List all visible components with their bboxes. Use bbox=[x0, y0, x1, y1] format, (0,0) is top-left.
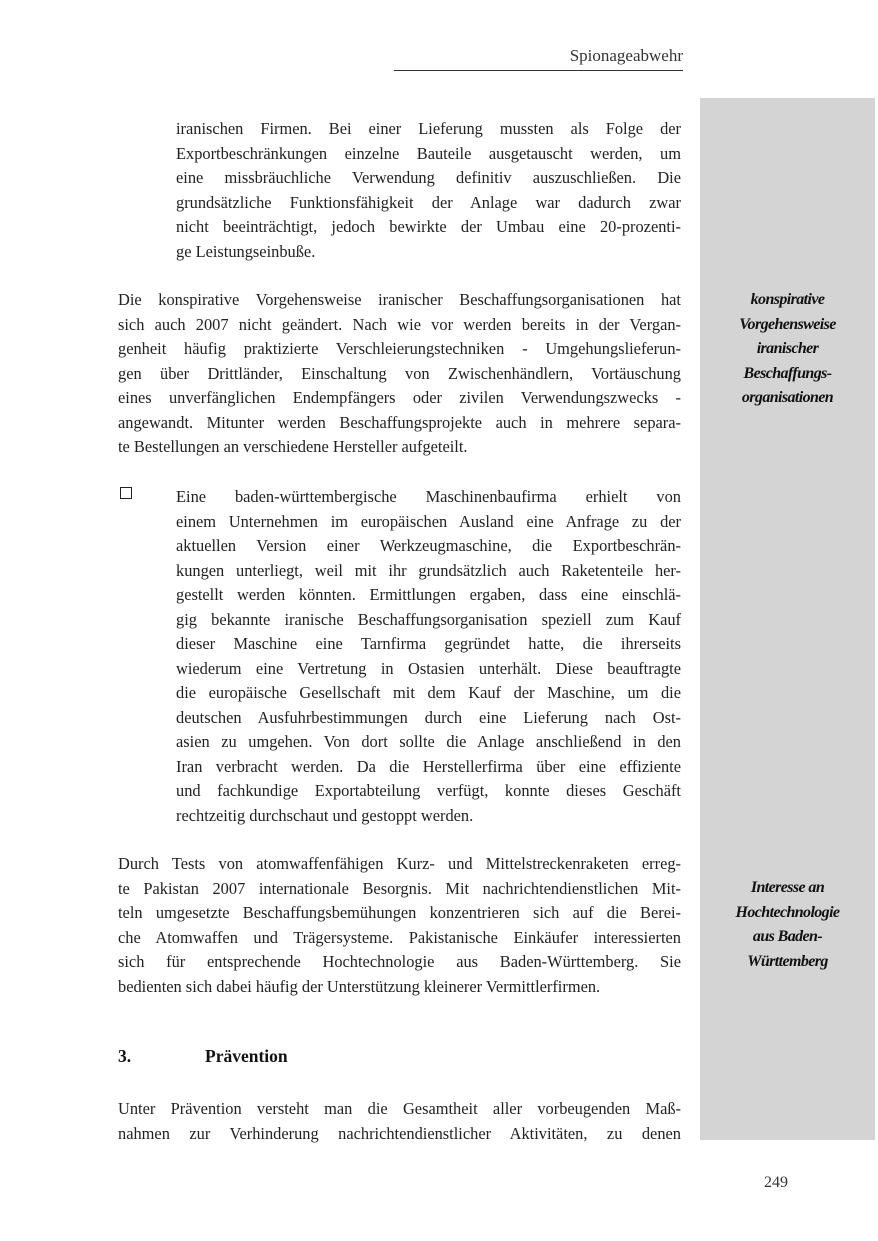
text-line: sich für entsprechende Hochtechnologie aus Baden-Württemberg. Sie bbox=[118, 952, 681, 971]
margin-note-line: Hochtechnologie bbox=[735, 903, 840, 921]
text-line: bedienten sich dabei häufig der Unterstützung kleinerer Vermittlerfirmen. bbox=[118, 976, 601, 996]
text-line: eines unverfänglichen Endempfängers oder zivilen Verwendungszwecks - bbox=[118, 388, 681, 407]
margin-note-iran bbox=[705, 288, 870, 411]
text-line: und fachkundige Exportabteilung verfügt, konnte dieses Geschäft bbox=[176, 781, 681, 800]
margin-note-line: konspirative bbox=[750, 291, 825, 308]
text-line: einem Unternehmen im europäischen Ausland eine Anfrage zu der bbox=[176, 511, 681, 531]
text-line: ge Leistungseinbuße. bbox=[176, 241, 316, 261]
section-number: 3. bbox=[118, 1046, 132, 1066]
text-line: asien zu umgehen. Von dort sollte die Anlage anschließend in den bbox=[176, 732, 681, 751]
margin-note-line: Beschaffungs- bbox=[743, 364, 832, 382]
running-head-title: Spionageabwehr bbox=[569, 46, 683, 65]
text-line: che Atomwaffen und Trägersysteme. Pakistanische Einkäufer interessierten bbox=[118, 927, 681, 947]
text-line: deutschen Ausfuhrbestimmungen durch eine Lieferung nach Ost- bbox=[176, 707, 681, 727]
text-line: te Bestellungen an verschiedene Hersteller aufgeteilt. bbox=[118, 437, 468, 456]
text-line: genheit häufig praktizierte Verschleierungstechniken - Umgehungslieferun- bbox=[118, 339, 681, 358]
text-line: Iran verbracht werden. Da die Herstellerfirma über eine effiziente bbox=[176, 756, 681, 776]
margin-note-hightech bbox=[705, 876, 870, 974]
text-line: grundsätzliche Funktionsfähigkeit der Anlage war dadurch zwar bbox=[176, 192, 681, 212]
page-number: 249 bbox=[764, 1174, 788, 1191]
text-line: nahmen zur Verhinderung nachrichtendienstlicher Aktivitäten, zu denen bbox=[118, 1123, 681, 1143]
text-line: eine missbräuchliche Verwendung definitiv auszuschließen. Die bbox=[176, 168, 681, 187]
text-line: kungen unterliegt, weil mit ihr grundsätzlich auch Raketenteile her- bbox=[176, 560, 681, 580]
text-line: aktuellen Version einer Werkzeugmaschine, die Exportbeschrän- bbox=[176, 536, 681, 555]
text-line: gestellt werden könnten. Ermittlungen ergaben, dass eine einschlä- bbox=[176, 585, 681, 604]
margin-note-line: iranischer bbox=[756, 340, 819, 357]
paragraph-iran-methods bbox=[118, 288, 681, 460]
margin-note-line: aus Baden- bbox=[752, 928, 823, 945]
text-line: nicht beeinträchtigt, jedoch bewirkte der Umbau eine 20-prozenti- bbox=[176, 217, 681, 236]
text-line: teln umgesetzte Beschaffungsbemühungen konzentrieren sich auf die Berei- bbox=[118, 903, 681, 922]
paragraph-prevention bbox=[118, 1097, 681, 1146]
text-line: sich auch 2007 nicht geändert. Nach wie vor werden bereits in der Vergan- bbox=[118, 314, 681, 334]
margin-note-line: organisationen bbox=[741, 389, 834, 406]
text-line: Unter Prävention versteht man die Gesamtheit aller vorbeugenden Maß- bbox=[118, 1099, 681, 1118]
text-line: Exportbeschränkungen einzelne Bauteile ausgetauscht werden, um bbox=[176, 143, 681, 163]
margin-note-line: Württemberg bbox=[747, 952, 828, 970]
text-line: Die konspirative Vorgehensweise iranischer Beschaffungsorganisationen hat bbox=[118, 290, 681, 309]
text-line: iranischen Firmen. Bei einer Lieferung mussten als Folge der bbox=[176, 119, 681, 138]
margin-note-line: Interesse an bbox=[750, 879, 825, 896]
text-line: wiederum eine Vertretung in Ostasien unterhält. Diese beauftragte bbox=[176, 658, 681, 678]
text-line: angewandt. Mitunter werden Beschaffungsprojekte auch in mehrere separa- bbox=[118, 412, 681, 432]
running-head bbox=[394, 44, 683, 71]
text-line: te Pakistan 2007 internationale Besorgnis. Mit nachrichtendienstlichen Mit- bbox=[118, 878, 681, 898]
text-line: rechtzeitig durchschaut und gestoppt werden. bbox=[176, 805, 474, 825]
section-title: Prävention bbox=[205, 1046, 288, 1066]
text-line: gig bekannte iranische Beschaffungsorganisation speziell zum Kauf bbox=[176, 609, 681, 629]
text-line: Eine baden-württembergische Maschinenbaufirma erhielt von bbox=[176, 487, 681, 506]
margin-note-line: Vorgehensweise bbox=[739, 315, 836, 333]
text-line: die europäische Gesellschaft mit dem Kauf der Maschine, um die bbox=[176, 683, 681, 702]
paragraph-continuation bbox=[176, 117, 681, 264]
checkbox-bullet-icon bbox=[120, 487, 132, 499]
paragraph-case-example bbox=[176, 485, 681, 828]
text-line: dieser Maschine eine Tarnfirma gegründet hatte, die ihrerseits bbox=[176, 634, 681, 653]
text-line: Durch Tests von atomwaffenfähigen Kurz- und Mittelstreckenraketen erreg- bbox=[118, 854, 681, 873]
margin-column bbox=[700, 98, 875, 1140]
paragraph-pakistan bbox=[118, 852, 681, 999]
text-line: gen über Drittländer, Einschaltung von Zwischenhändlern, Vortäuschung bbox=[118, 363, 681, 383]
